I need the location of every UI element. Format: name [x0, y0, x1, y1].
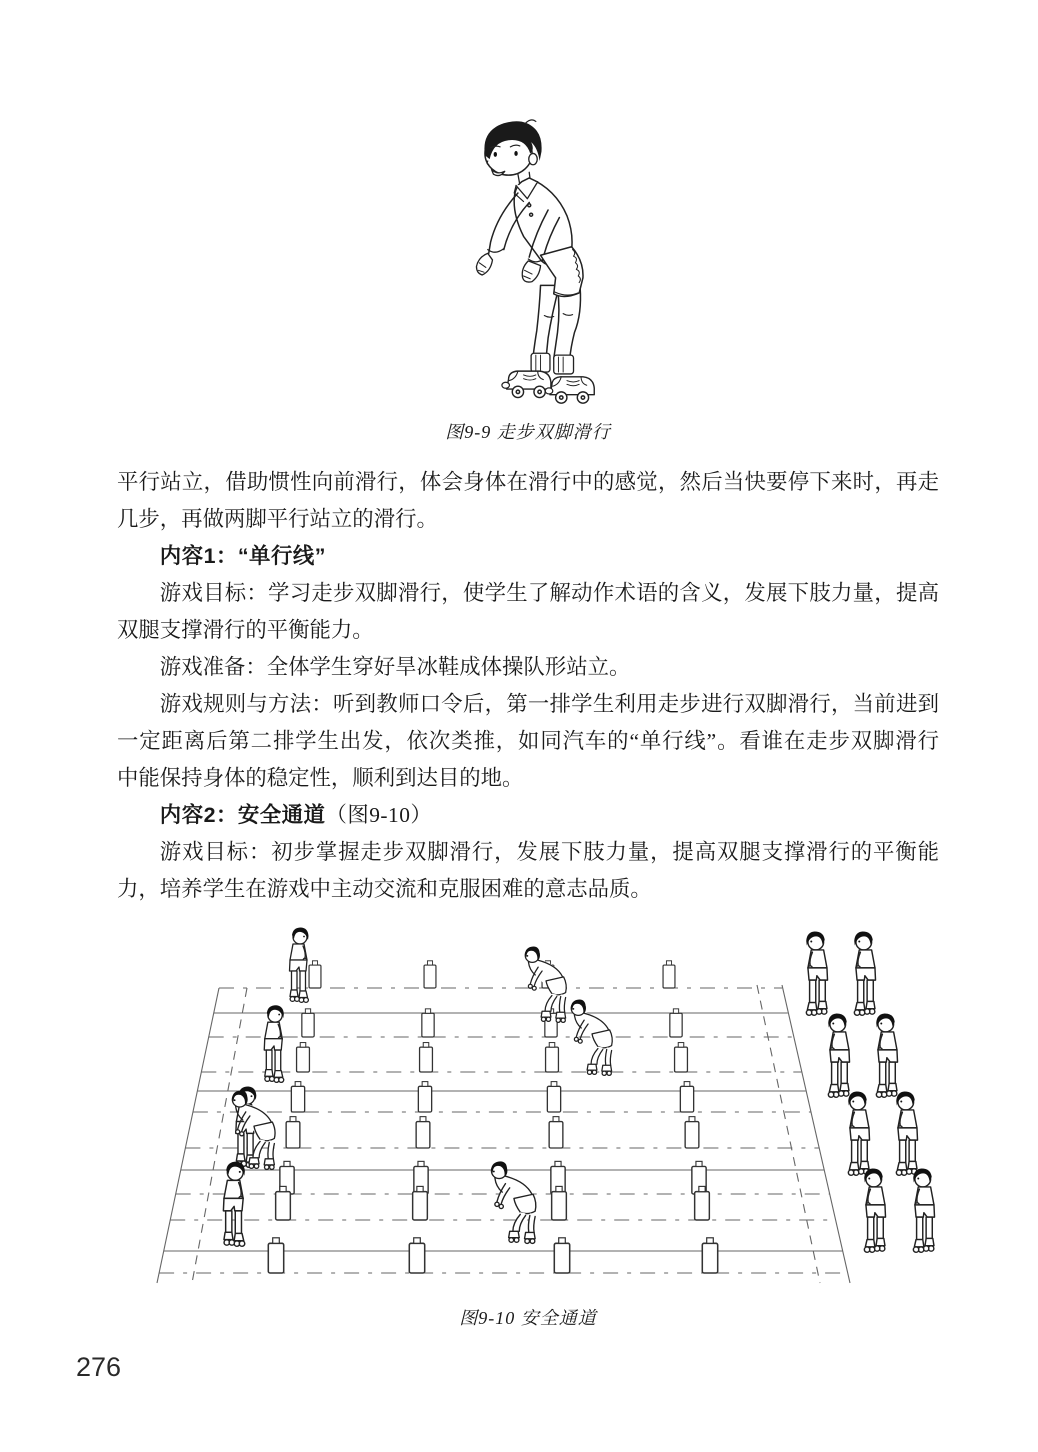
figure-9-10-diagram [95, 908, 945, 1310]
page-number: 276 [76, 1352, 122, 1382]
bottle-markers [268, 961, 717, 1273]
boy-ear [529, 153, 537, 164]
paragraph-line: 平行站立，借助惯性向前滑行，体会身体在滑行中的感觉，然后当快要停下来时，再走 [117, 470, 939, 494]
heading-content-1: 内容1：“单行线” [159, 544, 326, 568]
rink-right-inner-dashed [757, 985, 820, 1283]
rink-left-boundary [157, 988, 219, 1283]
roller-skate-left [502, 371, 551, 397]
paragraph-line: 游戏目标：学习走步双脚滑行，使学生了解动作术语的含义，发展下肢力量，提高 [159, 581, 939, 605]
paragraph-line: 游戏准备：全体学生穿好旱冰鞋成体操队形站立。 [159, 655, 631, 679]
standing-students-right [806, 931, 934, 1252]
paragraph-line: 双腿支撑滑行的平衡能力。 [117, 618, 374, 642]
roller-skate-right [545, 377, 594, 403]
paragraph-line: 游戏规则与方法：听到教师口令后，第一排学生利用走步进行双脚滑行，当前进到 [159, 692, 939, 716]
figure-9-9-caption: 图9-9 走步双脚滑行 [445, 422, 611, 442]
body-text [117, 464, 939, 908]
figure-9-9-illustration [450, 112, 616, 406]
paragraph-line: 一定距离后第二排学生出发，依次类推，如同汽车的“单行线”。看谁在走步双脚滑行 [117, 729, 939, 753]
paragraph-line: 中能保持身体的稳定性，顺利到达目的地。 [117, 766, 524, 790]
figure-9-10-caption: 图9-10 安全通道 [459, 1308, 597, 1328]
boy-right-hand [522, 261, 540, 282]
paragraph-line: 几步，再做两脚平行站立的滑行。 [117, 507, 438, 531]
paragraph-line: 游戏目标：初步掌握走步双脚滑行，发展下肢力量，提高双腿支撑滑行的平衡能 [159, 840, 939, 864]
figure-reference: （图9-10） [325, 803, 433, 827]
heading-content-2: 内容2：安全通道（图9-10） [159, 803, 433, 827]
boy-left-hand [476, 253, 492, 275]
paragraph-line: 力，培养学生在游戏中主动交流和克服困难的意志品质。 [117, 877, 652, 901]
